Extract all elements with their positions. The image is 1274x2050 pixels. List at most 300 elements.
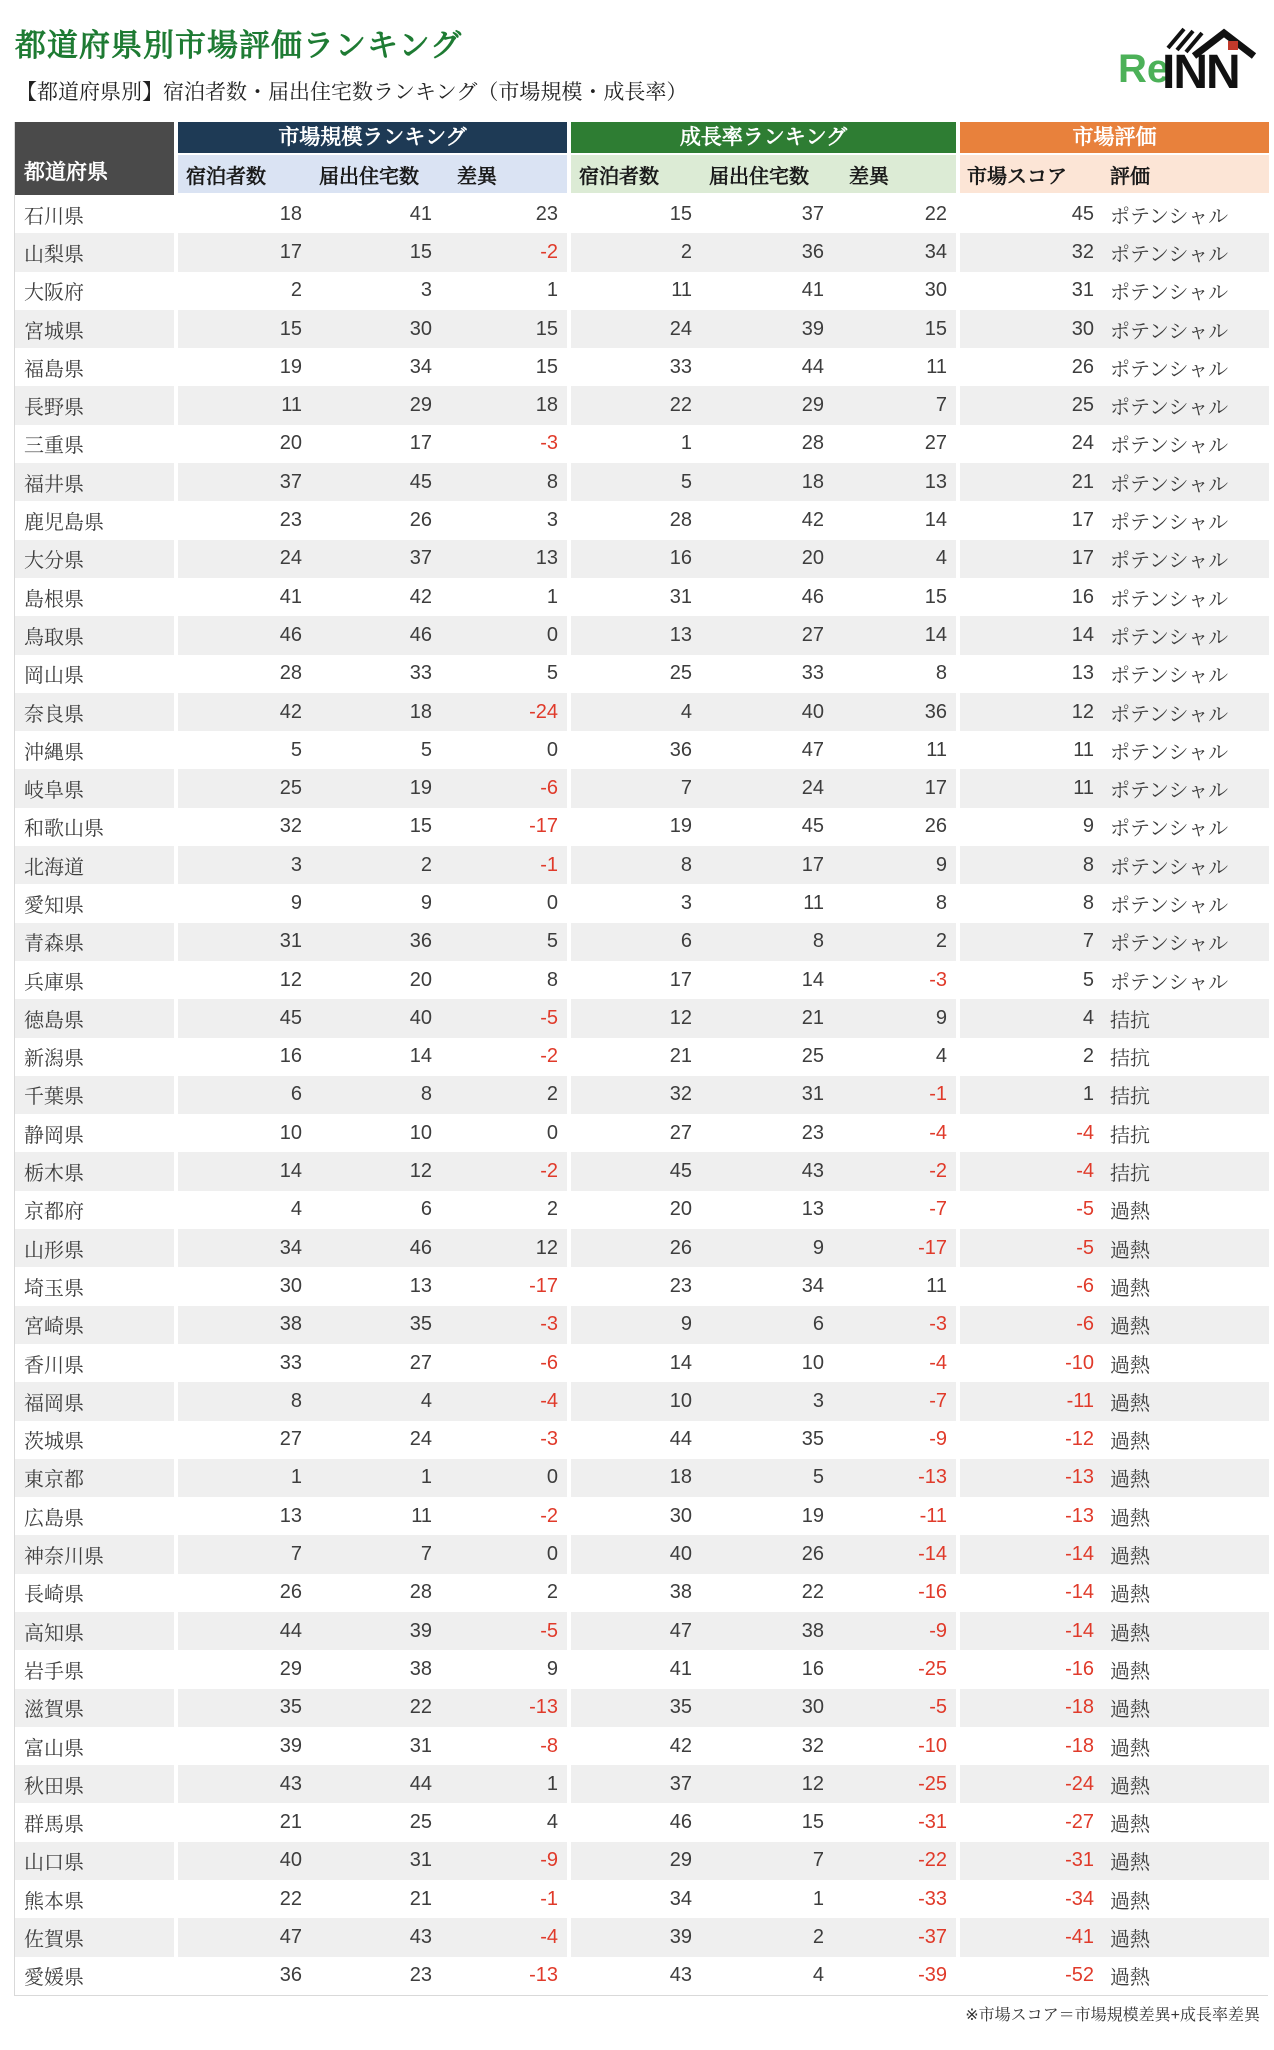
scale-diff: 12 (441, 1229, 567, 1267)
growth-listings-rank: 43 (701, 1152, 833, 1190)
prefecture-name: 宮崎県 (15, 1306, 174, 1344)
scale-diff: 23 (441, 195, 567, 233)
growth-diff: 22 (833, 195, 956, 233)
col-header-evaluation: 評価 (1110, 165, 1150, 188)
scale-guests-rank: 3 (178, 846, 311, 884)
growth-diff: 27 (833, 425, 956, 463)
growth-listings-rank: 37 (701, 195, 833, 233)
evaluation-label: ポテンシャル (1103, 769, 1269, 807)
scale-listings-rank: 27 (311, 1344, 441, 1382)
growth-listings-rank: 20 (701, 540, 833, 578)
scale-listings-rank: 2 (311, 846, 441, 884)
growth-diff: -37 (833, 1918, 956, 1956)
table-row (15, 1382, 1267, 1420)
evaluation-label: 過熱 (1103, 1382, 1269, 1420)
market-score: -31 (960, 1842, 1103, 1880)
growth-diff: 11 (833, 348, 956, 386)
table-row (15, 272, 1267, 310)
scale-listings-rank: 13 (311, 1267, 441, 1305)
prefecture-name: 愛知県 (15, 884, 174, 922)
growth-listings-rank: 44 (701, 348, 833, 386)
table-row (15, 578, 1267, 616)
evaluation-label: ポテンシャル (1103, 540, 1269, 578)
prefecture-name: 石川県 (15, 195, 174, 233)
market-score: -11 (960, 1382, 1103, 1420)
growth-diff: 26 (833, 808, 956, 846)
growth-guests-rank: 2 (571, 233, 701, 271)
growth-guests-rank: 9 (571, 1306, 701, 1344)
growth-listings-rank: 11 (701, 884, 833, 922)
scale-guests-rank: 19 (178, 348, 311, 386)
growth-listings-rank: 25 (701, 1038, 833, 1076)
scale-guests-rank: 10 (178, 1114, 311, 1152)
table-row (15, 693, 1267, 731)
evaluation-label: ポテンシャル (1103, 923, 1269, 961)
scale-guests-rank: 11 (178, 386, 311, 424)
growth-listings-rank: 16 (701, 1650, 833, 1688)
scale-guests-rank: 45 (178, 999, 311, 1037)
growth-guests-rank: 25 (571, 655, 701, 693)
scale-guests-rank: 12 (178, 961, 311, 999)
growth-guests-rank: 44 (571, 1421, 701, 1459)
scale-guests-rank: 37 (178, 463, 311, 501)
market-score: 16 (960, 578, 1103, 616)
market-score: -14 (960, 1574, 1103, 1612)
prefecture-name: 栃木県 (15, 1152, 174, 1190)
market-score: -18 (960, 1689, 1103, 1727)
scale-guests-rank: 17 (178, 233, 311, 271)
evaluation-label: 拮抗 (1103, 1038, 1269, 1076)
scale-guests-rank: 8 (178, 1382, 311, 1420)
market-score: -52 (960, 1957, 1103, 1995)
scale-listings-rank: 15 (311, 808, 441, 846)
growth-guests-rank: 31 (571, 578, 701, 616)
prefecture-name: 長野県 (15, 386, 174, 424)
prefecture-name: 和歌山県 (15, 808, 174, 846)
scale-listings-rank: 8 (311, 1076, 441, 1114)
market-score: 31 (960, 272, 1103, 310)
col-header-scale-listings: 届出住宅数 (319, 165, 419, 188)
growth-listings-rank: 30 (701, 1689, 833, 1727)
growth-diff: -2 (833, 1152, 956, 1190)
evaluation-label: ポテンシャル (1103, 884, 1269, 922)
growth-diff: 9 (833, 846, 956, 884)
growth-guests-rank: 24 (571, 310, 701, 348)
scale-guests-rank: 40 (178, 1842, 311, 1880)
market-score: -13 (960, 1497, 1103, 1535)
table-row (15, 1803, 1267, 1841)
market-score: -6 (960, 1306, 1103, 1344)
scale-listings-rank: 10 (311, 1114, 441, 1152)
market-score: 11 (960, 731, 1103, 769)
table-row (15, 1306, 1267, 1344)
evaluation-label: ポテンシャル (1103, 501, 1269, 539)
table-row (15, 769, 1267, 807)
scale-guests-rank: 35 (178, 1689, 311, 1727)
table-row (15, 1535, 1267, 1573)
growth-guests-rank: 32 (571, 1076, 701, 1114)
scale-diff: -4 (441, 1382, 567, 1420)
growth-listings-rank: 5 (701, 1459, 833, 1497)
scale-guests-rank: 16 (178, 1038, 311, 1076)
scale-listings-rank: 35 (311, 1306, 441, 1344)
scale-diff: 8 (441, 463, 567, 501)
evaluation-label: ポテンシャル (1103, 386, 1269, 424)
growth-diff: -10 (833, 1727, 956, 1765)
scale-diff: -5 (441, 999, 567, 1037)
scale-diff: 0 (441, 1114, 567, 1152)
table-row (15, 846, 1267, 884)
scale-guests-rank: 24 (178, 540, 311, 578)
market-score: 30 (960, 310, 1103, 348)
prefecture-name: 岡山県 (15, 655, 174, 693)
market-score: 7 (960, 923, 1103, 961)
growth-diff: 30 (833, 272, 956, 310)
scale-guests-rank: 47 (178, 1918, 311, 1956)
prefecture-name: 福井県 (15, 463, 174, 501)
prefecture-name: 新潟県 (15, 1038, 174, 1076)
growth-diff: -9 (833, 1421, 956, 1459)
table-row (15, 1038, 1267, 1076)
growth-guests-rank: 13 (571, 616, 701, 654)
market-score: -6 (960, 1267, 1103, 1305)
market-score: -5 (960, 1191, 1103, 1229)
scale-listings-rank: 45 (311, 463, 441, 501)
evaluation-label: ポテンシャル (1103, 616, 1269, 654)
evaluation-label: ポテンシャル (1103, 693, 1269, 731)
scale-diff: 2 (441, 1574, 567, 1612)
scale-diff: 5 (441, 655, 567, 693)
growth-listings-rank: 39 (701, 310, 833, 348)
scale-diff: -13 (441, 1957, 567, 1995)
growth-guests-rank: 16 (571, 540, 701, 578)
scale-guests-rank: 14 (178, 1152, 311, 1190)
table-row (15, 233, 1267, 271)
scale-listings-rank: 21 (311, 1880, 441, 1918)
scale-listings-rank: 43 (311, 1918, 441, 1956)
market-score: 12 (960, 693, 1103, 731)
table-row (15, 1152, 1267, 1190)
growth-listings-rank: 27 (701, 616, 833, 654)
growth-diff: 8 (833, 884, 956, 922)
col-header-growth-diff: 差異 (849, 165, 889, 188)
scale-guests-rank: 23 (178, 501, 311, 539)
growth-diff: -14 (833, 1535, 956, 1573)
scale-diff: -3 (441, 425, 567, 463)
table-row (15, 1459, 1267, 1497)
scale-diff: 0 (441, 1459, 567, 1497)
growth-listings-rank: 6 (701, 1306, 833, 1344)
col-header-growth-listings: 届出住宅数 (709, 165, 809, 188)
corner-header-prefecture: 都道府県 (15, 122, 174, 195)
scale-listings-rank: 25 (311, 1803, 441, 1841)
scale-guests-rank: 5 (178, 731, 311, 769)
scale-diff: -3 (441, 1306, 567, 1344)
market-score: 17 (960, 540, 1103, 578)
table-header (15, 122, 1267, 195)
table-row (15, 1267, 1267, 1305)
scale-diff: -2 (441, 1152, 567, 1190)
scale-diff: -8 (441, 1727, 567, 1765)
prefecture-name: 大阪府 (15, 272, 174, 310)
growth-listings-rank: 14 (701, 961, 833, 999)
scale-guests-rank: 7 (178, 1535, 311, 1573)
market-score: -10 (960, 1344, 1103, 1382)
evaluation-label: 過熱 (1103, 1957, 1269, 1995)
scale-guests-rank: 13 (178, 1497, 311, 1535)
growth-listings-rank: 12 (701, 1765, 833, 1803)
table-row (15, 923, 1267, 961)
reinn-logo (1118, 26, 1260, 94)
scale-diff: 2 (441, 1076, 567, 1114)
scale-diff: 15 (441, 348, 567, 386)
evaluation-label: 拮抗 (1103, 999, 1269, 1037)
growth-diff: 14 (833, 501, 956, 539)
scale-listings-rank: 3 (311, 272, 441, 310)
table-row (15, 961, 1267, 999)
evaluation-label: ポテンシャル (1103, 578, 1269, 616)
scale-diff: -1 (441, 1880, 567, 1918)
evaluation-label: ポテンシャル (1103, 425, 1269, 463)
scale-listings-rank: 46 (311, 616, 441, 654)
scale-listings-rank: 6 (311, 1191, 441, 1229)
scale-listings-rank: 5 (311, 731, 441, 769)
growth-guests-rank: 29 (571, 1842, 701, 1880)
table-row (15, 1880, 1267, 1918)
scale-listings-rank: 9 (311, 884, 441, 922)
scale-listings-rank: 38 (311, 1650, 441, 1688)
growth-diff: -9 (833, 1612, 956, 1650)
evaluation-label: 過熱 (1103, 1421, 1269, 1459)
table-row (15, 1957, 1267, 1995)
market-score: 2 (960, 1038, 1103, 1076)
prefecture-name: 徳島県 (15, 999, 174, 1037)
scale-diff: -6 (441, 1344, 567, 1382)
growth-listings-rank: 42 (701, 501, 833, 539)
scale-listings-rank: 46 (311, 1229, 441, 1267)
prefecture-name: 大分県 (15, 540, 174, 578)
growth-listings-rank: 24 (701, 769, 833, 807)
col-header-scale-guests: 宿泊者数 (186, 165, 266, 188)
prefecture-name: 宮城県 (15, 310, 174, 348)
growth-diff: 7 (833, 386, 956, 424)
evaluation-label: 拮抗 (1103, 1152, 1269, 1190)
market-score: 4 (960, 999, 1103, 1037)
growth-listings-rank: 23 (701, 1114, 833, 1152)
growth-diff: 15 (833, 310, 956, 348)
evaluation-label: 過熱 (1103, 1267, 1269, 1305)
market-score: 32 (960, 233, 1103, 271)
growth-diff: -17 (833, 1229, 956, 1267)
market-score: 45 (960, 195, 1103, 233)
prefecture-name: 滋賀県 (15, 1689, 174, 1727)
scale-diff: -4 (441, 1918, 567, 1956)
table-row (15, 1650, 1267, 1688)
scale-guests-rank: 43 (178, 1765, 311, 1803)
growth-listings-rank: 1 (701, 1880, 833, 1918)
table-row (15, 884, 1267, 922)
evaluation-label: 過熱 (1103, 1880, 1269, 1918)
scale-listings-rank: 28 (311, 1574, 441, 1612)
scale-guests-rank: 31 (178, 923, 311, 961)
growth-listings-rank: 46 (701, 578, 833, 616)
table-row (15, 310, 1267, 348)
scale-listings-rank: 15 (311, 233, 441, 271)
growth-guests-rank: 4 (571, 693, 701, 731)
growth-guests-rank: 11 (571, 272, 701, 310)
market-score: 24 (960, 425, 1103, 463)
scale-listings-rank: 37 (311, 540, 441, 578)
growth-diff: 4 (833, 1038, 956, 1076)
evaluation-label: ポテンシャル (1103, 310, 1269, 348)
prefecture-name: 神奈川県 (15, 1535, 174, 1573)
scale-listings-rank: 36 (311, 923, 441, 961)
ranking-table (14, 122, 1268, 1996)
scale-diff: 3 (441, 501, 567, 539)
market-score: -5 (960, 1229, 1103, 1267)
table-row (15, 999, 1267, 1037)
growth-listings-rank: 3 (701, 1382, 833, 1420)
col-header-scale-diff: 差異 (457, 165, 497, 188)
scale-listings-rank: 31 (311, 1727, 441, 1765)
scale-listings-rank: 24 (311, 1421, 441, 1459)
prefecture-name: 山形県 (15, 1229, 174, 1267)
scale-listings-rank: 7 (311, 1535, 441, 1573)
scale-diff: 2 (441, 1191, 567, 1229)
evaluation-label: 過熱 (1103, 1229, 1269, 1267)
scale-listings-rank: 1 (311, 1459, 441, 1497)
growth-guests-rank: 6 (571, 923, 701, 961)
market-score: -41 (960, 1918, 1103, 1956)
growth-diff: 8 (833, 655, 956, 693)
scale-guests-rank: 42 (178, 693, 311, 731)
scale-diff: -17 (441, 808, 567, 846)
prefecture-name: 香川県 (15, 1344, 174, 1382)
prefecture-name: 沖縄県 (15, 731, 174, 769)
scale-listings-rank: 40 (311, 999, 441, 1037)
prefecture-name: 北海道 (15, 846, 174, 884)
market-score: -16 (960, 1650, 1103, 1688)
scale-guests-rank: 36 (178, 1957, 311, 1995)
growth-listings-rank: 17 (701, 846, 833, 884)
logo-re-text: Re (1118, 47, 1170, 91)
prefecture-name: 長崎県 (15, 1574, 174, 1612)
growth-listings-rank: 41 (701, 272, 833, 310)
scale-diff: -2 (441, 1038, 567, 1076)
growth-listings-rank: 8 (701, 923, 833, 961)
scale-guests-rank: 9 (178, 884, 311, 922)
scale-listings-rank: 12 (311, 1152, 441, 1190)
prefecture-name: 青森県 (15, 923, 174, 961)
scale-diff: -5 (441, 1612, 567, 1650)
table-row (15, 808, 1267, 846)
scale-diff: -2 (441, 233, 567, 271)
page-subtitle: 【都道府県別】宿泊者数・届出住宅数ランキング（市場規模・成長率） (16, 81, 688, 104)
market-score: 8 (960, 846, 1103, 884)
evaluation-label: 過熱 (1103, 1803, 1269, 1841)
growth-listings-rank: 47 (701, 731, 833, 769)
scale-guests-rank: 2 (178, 272, 311, 310)
scale-guests-rank: 1 (178, 1459, 311, 1497)
scale-diff: 1 (441, 1765, 567, 1803)
growth-listings-rank: 10 (701, 1344, 833, 1382)
table-row (15, 1229, 1267, 1267)
prefecture-name: 兵庫県 (15, 961, 174, 999)
market-score: -13 (960, 1459, 1103, 1497)
prefecture-name: 鳥取県 (15, 616, 174, 654)
evaluation-label: ポテンシャル (1103, 463, 1269, 501)
scale-guests-rank: 22 (178, 1880, 311, 1918)
evaluation-label: 過熱 (1103, 1306, 1269, 1344)
prefecture-name: 岐阜県 (15, 769, 174, 807)
growth-guests-rank: 27 (571, 1114, 701, 1152)
growth-listings-rank: 7 (701, 1842, 833, 1880)
growth-guests-rank: 33 (571, 348, 701, 386)
growth-guests-rank: 34 (571, 1880, 701, 1918)
section-header-market-scale: 市場規模ランキング (178, 122, 567, 153)
growth-diff: 36 (833, 693, 956, 731)
table-row (15, 731, 1267, 769)
market-score: 9 (960, 808, 1103, 846)
scale-guests-rank: 6 (178, 1076, 311, 1114)
growth-guests-rank: 26 (571, 1229, 701, 1267)
growth-guests-rank: 28 (571, 501, 701, 539)
growth-guests-rank: 17 (571, 961, 701, 999)
evaluation-label: 過熱 (1103, 1689, 1269, 1727)
scale-listings-rank: 11 (311, 1497, 441, 1535)
market-score: 21 (960, 463, 1103, 501)
page-title: 都道府県別市場評価ランキング (15, 28, 463, 63)
scale-diff: 9 (441, 1650, 567, 1688)
growth-guests-rank: 23 (571, 1267, 701, 1305)
growth-diff: 17 (833, 769, 956, 807)
growth-listings-rank: 34 (701, 1267, 833, 1305)
scale-listings-rank: 39 (311, 1612, 441, 1650)
scale-guests-rank: 27 (178, 1421, 311, 1459)
evaluation-label: ポテンシャル (1103, 348, 1269, 386)
growth-guests-rank: 5 (571, 463, 701, 501)
growth-diff: 34 (833, 233, 956, 271)
growth-guests-rank: 42 (571, 1727, 701, 1765)
table-body (15, 195, 1267, 1995)
growth-guests-rank: 39 (571, 1918, 701, 1956)
col-header-market-score: 市場スコア (967, 165, 1067, 188)
section-header-market-eval: 市場評価 (960, 122, 1269, 153)
prefecture-name: 山口県 (15, 1842, 174, 1880)
market-score: -14 (960, 1535, 1103, 1573)
growth-diff: 13 (833, 463, 956, 501)
growth-guests-rank: 10 (571, 1382, 701, 1420)
growth-diff: 9 (833, 999, 956, 1037)
market-score: 26 (960, 348, 1103, 386)
growth-guests-rank: 46 (571, 1803, 701, 1841)
market-score: 1 (960, 1076, 1103, 1114)
growth-listings-rank: 19 (701, 1497, 833, 1535)
growth-guests-rank: 18 (571, 1459, 701, 1497)
scale-guests-rank: 25 (178, 769, 311, 807)
growth-guests-rank: 45 (571, 1152, 701, 1190)
growth-diff: -16 (833, 1574, 956, 1612)
growth-guests-rank: 37 (571, 1765, 701, 1803)
scale-diff: 13 (441, 540, 567, 578)
evaluation-label: ポテンシャル (1103, 272, 1269, 310)
evaluation-label: ポテンシャル (1103, 195, 1269, 233)
evaluation-label: ポテンシャル (1103, 808, 1269, 846)
growth-diff: -4 (833, 1114, 956, 1152)
scale-listings-rank: 33 (311, 655, 441, 693)
scale-guests-rank: 15 (178, 310, 311, 348)
market-score: 5 (960, 961, 1103, 999)
